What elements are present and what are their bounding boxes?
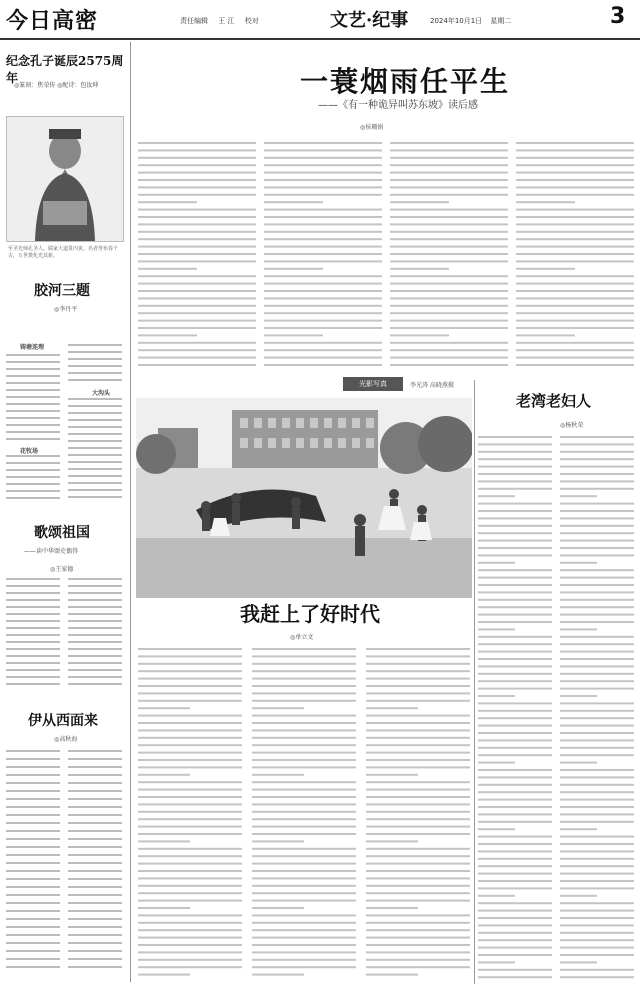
confucius-caption: 至圣先师孔圣人，儒家大道贯丙寅。名者誉布春千古，万世教化光其新。 <box>8 246 119 259</box>
article2-title: 老湾老妇人 <box>516 392 592 410</box>
text-lines <box>6 748 124 978</box>
poem1-author: ◎李丹平 <box>54 306 78 313</box>
poem2-subtitle: ——读中华颂史偶得 <box>24 548 79 555</box>
poem2-title: 歌颂祖国 <box>34 525 90 541</box>
photo-scene <box>136 398 472 598</box>
article2-body <box>478 434 636 984</box>
poem1-sub1: 铸塘连理 <box>20 344 45 351</box>
issue-date <box>430 16 517 26</box>
text-lines <box>6 352 62 508</box>
left-column <box>4 42 131 982</box>
poem1-sub3: 花牧场 <box>20 448 39 455</box>
article1-subtitle: ——《有一种诡异叫苏东坡》读后感 <box>318 100 478 111</box>
column-divider <box>474 380 475 984</box>
poem1-title: 胶河三题 <box>34 283 90 299</box>
paper-title: 今日高密 <box>6 8 99 34</box>
poem3-author: ◎高秋海 <box>54 736 78 743</box>
date-text: 2024年10月1日 <box>430 17 483 25</box>
photo-tag: 光影写真 <box>343 377 403 391</box>
article1-title: 一蓑烟雨任平生 <box>300 65 511 98</box>
article3-title: 我赶上了好时代 <box>240 602 380 626</box>
confucius-title: 纪念孔子诞辰2575周年 <box>6 54 124 85</box>
designer-label: 校对 <box>244 17 259 25</box>
poem3-title: 伊从西面来 <box>28 713 98 729</box>
confucius-byline: ◎篆刻：焦荣传 ◎配诗：包汝坤 <box>14 82 99 89</box>
poem1-body-right <box>68 342 124 508</box>
poem2-body <box>6 576 124 696</box>
poem3-body <box>6 748 124 978</box>
article1-body <box>138 140 634 370</box>
article1-author: ◎侯珊娟 <box>360 124 384 131</box>
article3-body <box>138 646 472 984</box>
poem1-sub2: 大沟头 <box>92 390 111 397</box>
page-number: 3 <box>610 4 626 29</box>
poem2-author: ◎王家德 <box>50 566 74 573</box>
weekday-text: 星期二 <box>490 17 512 25</box>
article3-author: ◎单立文 <box>290 634 314 641</box>
section-title: 文艺·纪事 <box>330 10 409 31</box>
text-lines <box>138 646 472 984</box>
text-lines <box>68 342 124 508</box>
editor-meta <box>180 16 267 26</box>
poem1-body-left <box>6 352 62 508</box>
editor-name: 王 江 <box>218 17 235 25</box>
editor-label: 责任编辑 <box>180 17 208 25</box>
photo-credit: 李光涛 高晓燕摄 <box>410 382 454 389</box>
confucius-portrait <box>6 116 124 242</box>
masthead <box>0 0 640 40</box>
text-lines <box>478 434 636 984</box>
text-lines <box>6 576 124 696</box>
portrait-drawing <box>7 117 123 241</box>
text-lines <box>138 140 634 370</box>
article2-author: ◎杨秋荣 <box>560 422 584 429</box>
school-photo <box>136 398 472 598</box>
